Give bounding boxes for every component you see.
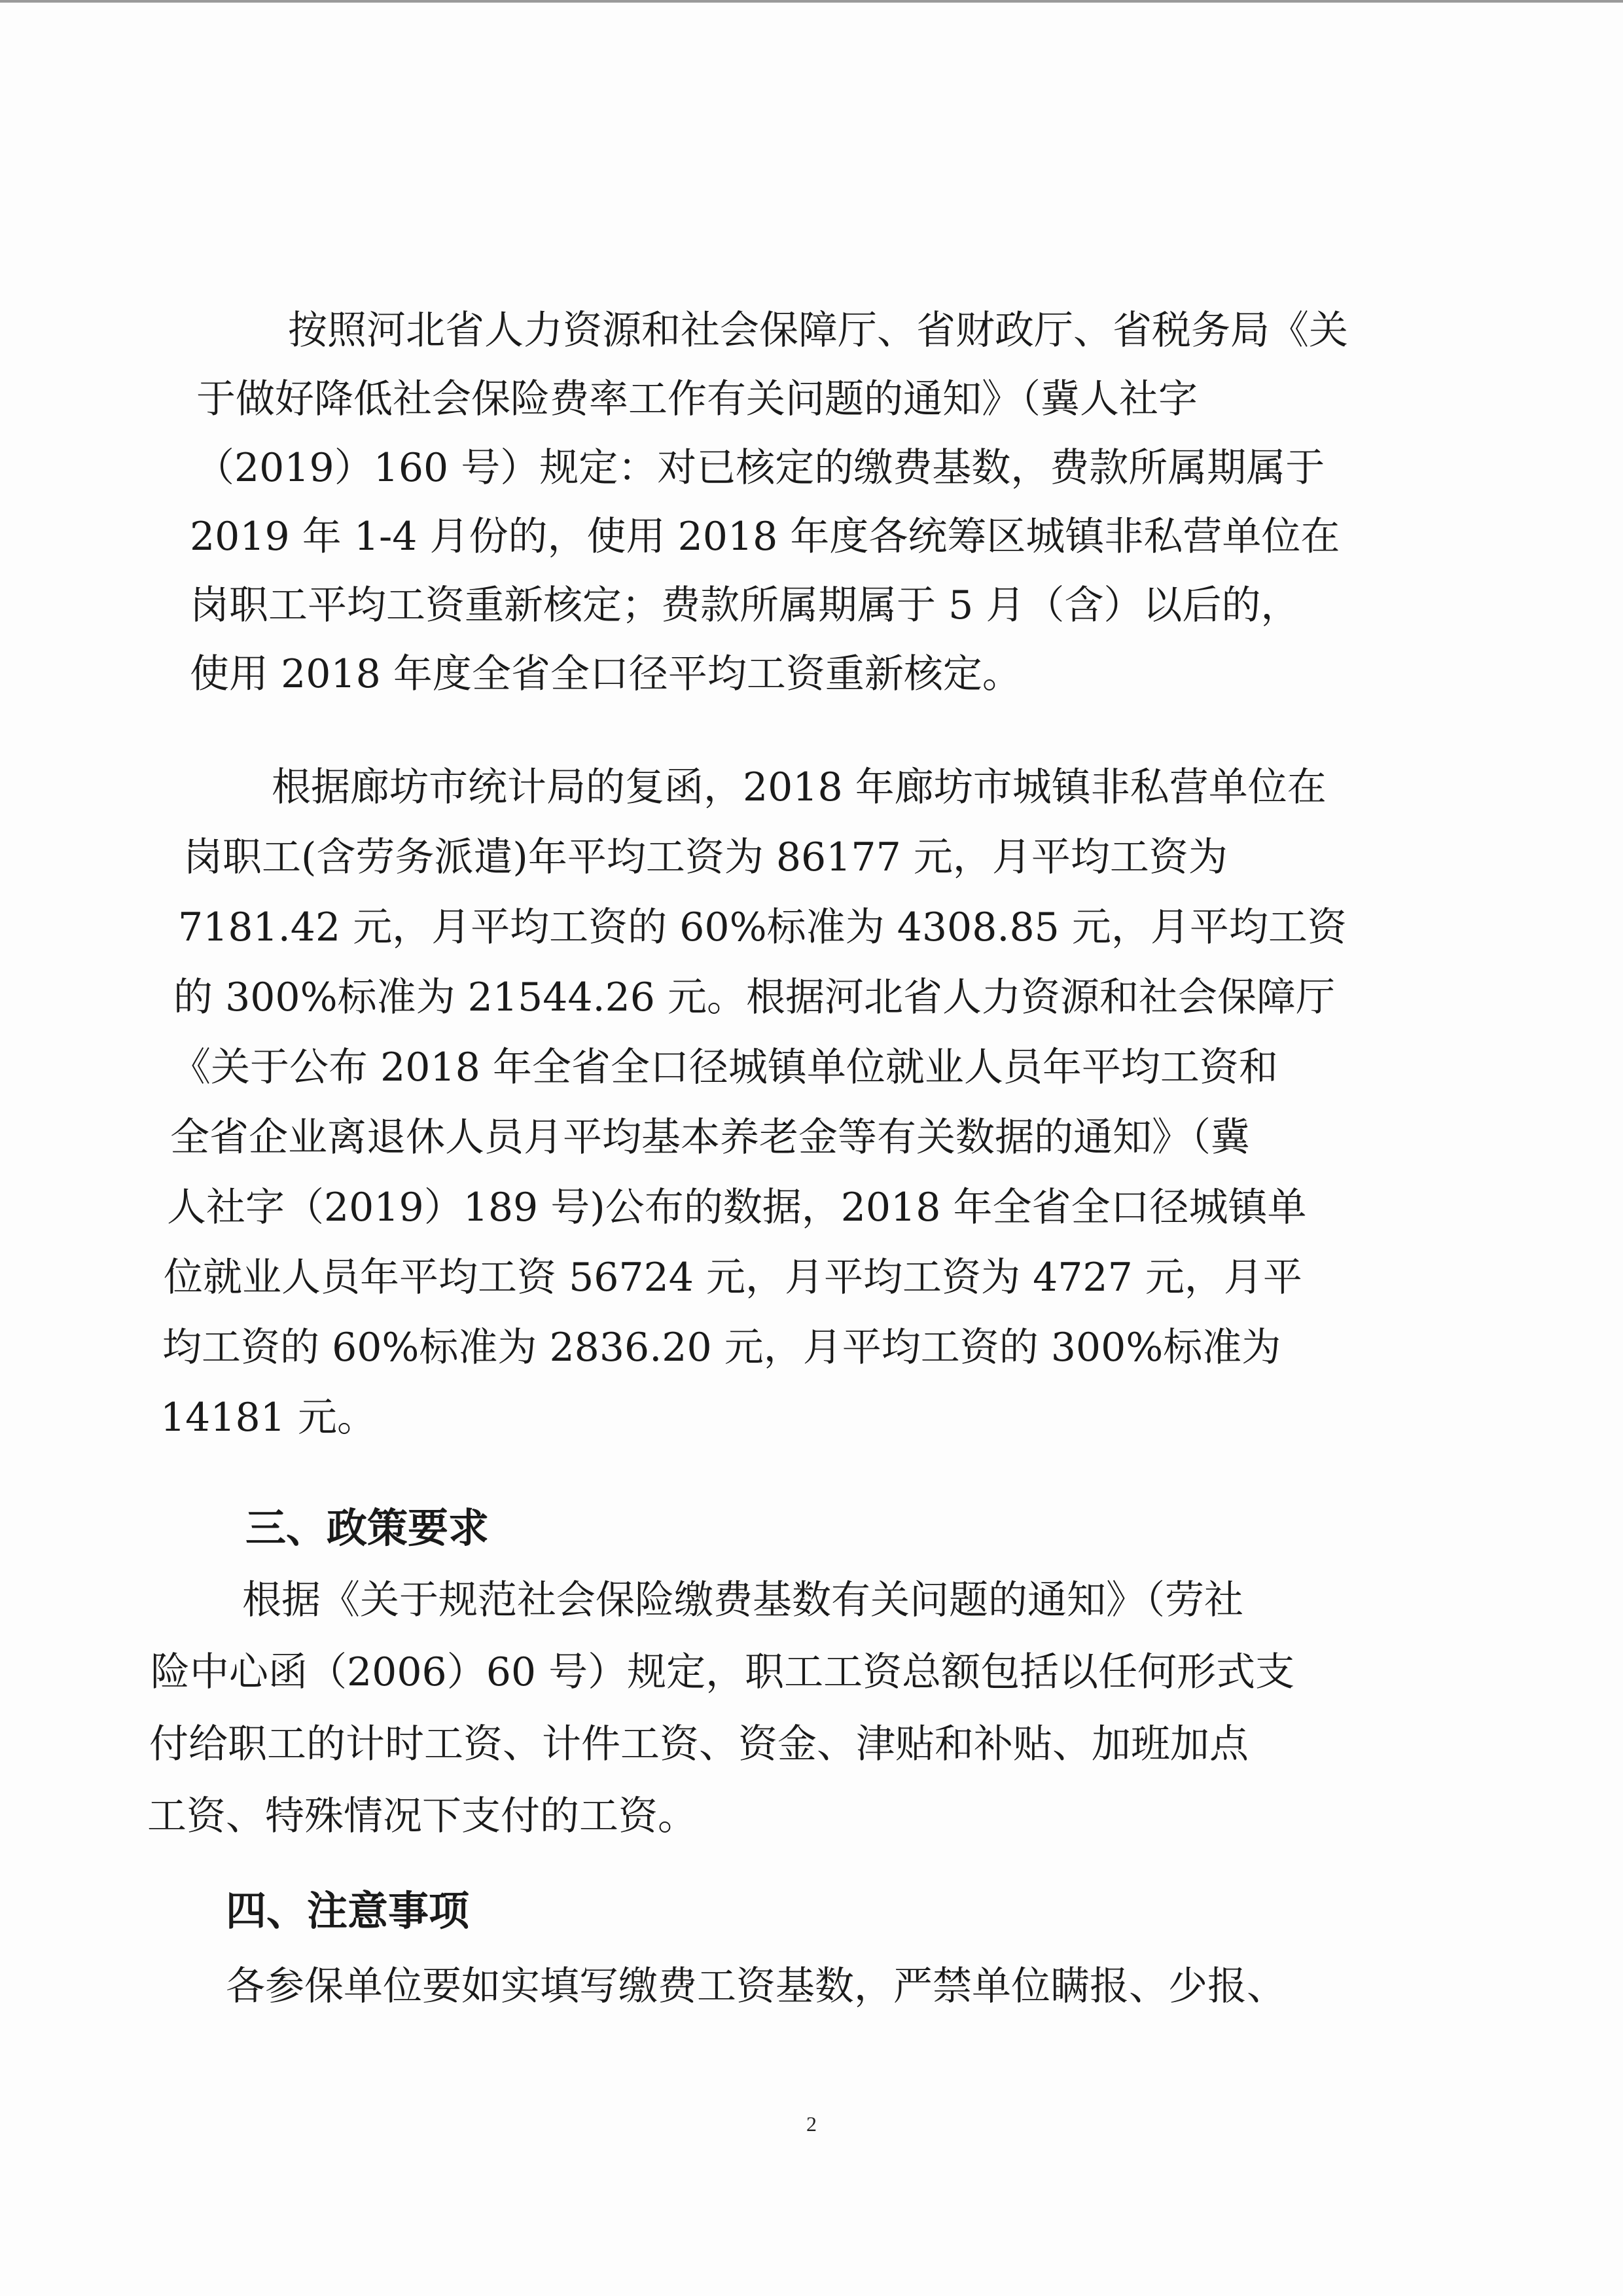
line-text: 使用 2018 年度全省全口径平均工资重新核定。 — [190, 651, 1022, 697]
body-line — [0, 1950, 1623, 2022]
body-line — [0, 295, 1623, 367]
line-text: 根据《关于规范社会保险缴费基数有关问题的通知》（劳社 — [242, 1577, 1243, 1623]
line-text: 《关于公布 2018 年全省全口径城镇单位就业人员年平均工资和 — [171, 1045, 1278, 1090]
body-line — [0, 1564, 1623, 1636]
body-line — [0, 751, 1623, 823]
line-text: 位就业人员年平均工资 56724 元，月平均工资为 4727 元，月平 — [164, 1255, 1302, 1300]
line-text: 工资、特殊情况下支付的工资。 — [147, 1793, 697, 1839]
heading-text: 三、政策要求 — [245, 1504, 490, 1552]
body-line — [0, 501, 1623, 573]
line-text: 均工资的 60%标准为 2836.20 元，月平均工资的 300%标准为 — [162, 1325, 1281, 1371]
line-text: 岗职工平均工资重新核定；费款所属期属于 5 月（含）以后的， — [190, 583, 1300, 628]
body-line — [0, 961, 1623, 1033]
line-text: 14181 元。 — [160, 1395, 376, 1441]
body-line — [0, 1031, 1623, 1103]
line-text: 付给职工的计时工资、计件工资、资金、津贴和补贴、加班加点 — [149, 1721, 1249, 1767]
line-text: 7181.42 元，月平均工资的 60%标准为 4308.85 元，月平均工资 — [178, 905, 1347, 950]
body-line — [0, 1312, 1623, 1384]
line-text: 根据廊坊市统计局的复函，2018 年廊坊市城镇非私营单位在 — [272, 764, 1327, 810]
line-text: 险中心函（2006）60 号）规定，职工工资总额包括以任何形式支 — [151, 1649, 1295, 1695]
scan-edge — [0, 0, 1623, 3]
body-line — [0, 569, 1623, 641]
body-line — [0, 363, 1623, 435]
line-text: 岗职工(含劳务派遣)年平均工资为 86177 元，月平均工资为 — [183, 834, 1228, 880]
line-text: 人社字（2019）189 号)公布的数据，2018 年全省全口径城镇单 — [167, 1185, 1307, 1230]
body-line — [0, 1172, 1623, 1244]
heading-text: 四、注意事项 — [226, 1887, 470, 1935]
section-heading — [0, 1492, 1623, 1564]
page-number: 2 — [806, 2112, 817, 2136]
line-text: 全省企业离退休人员月平均基本养老金等有关数据的通知》（冀 — [170, 1115, 1250, 1160]
section-heading — [0, 1875, 1623, 1947]
line-text: 各参保单位要如实填写缴费工资基数，严禁单位瞒报、少报、 — [226, 1964, 1286, 2009]
line-text: （2019）160 号）规定：对已核定的缴费基数，费款所属期属于 — [195, 445, 1325, 491]
line-text: 按照河北省人力资源和社会保障厅、省财政厅、省税务局《关 — [288, 308, 1348, 353]
body-line — [0, 891, 1623, 963]
body-line — [0, 1780, 1623, 1852]
line-text: 2019 年 1-4 月份的，使用 2018 年度各统筹区城镇非私营单位在 — [190, 514, 1340, 560]
body-line — [0, 1242, 1623, 1314]
line-text: 于做好降低社会保险费率工作有关问题的通知》（冀人社字 — [196, 376, 1198, 422]
body-line — [0, 1382, 1623, 1454]
line-text: 的 300%标准为 21544.26 元。根据河北省人力资源和社会保障厅 — [173, 975, 1336, 1020]
body-line — [0, 821, 1623, 893]
body-line — [0, 1708, 1623, 1780]
body-line — [0, 1102, 1623, 1174]
body-line — [0, 432, 1623, 504]
body-line — [0, 638, 1623, 710]
body-line — [0, 1636, 1623, 1708]
